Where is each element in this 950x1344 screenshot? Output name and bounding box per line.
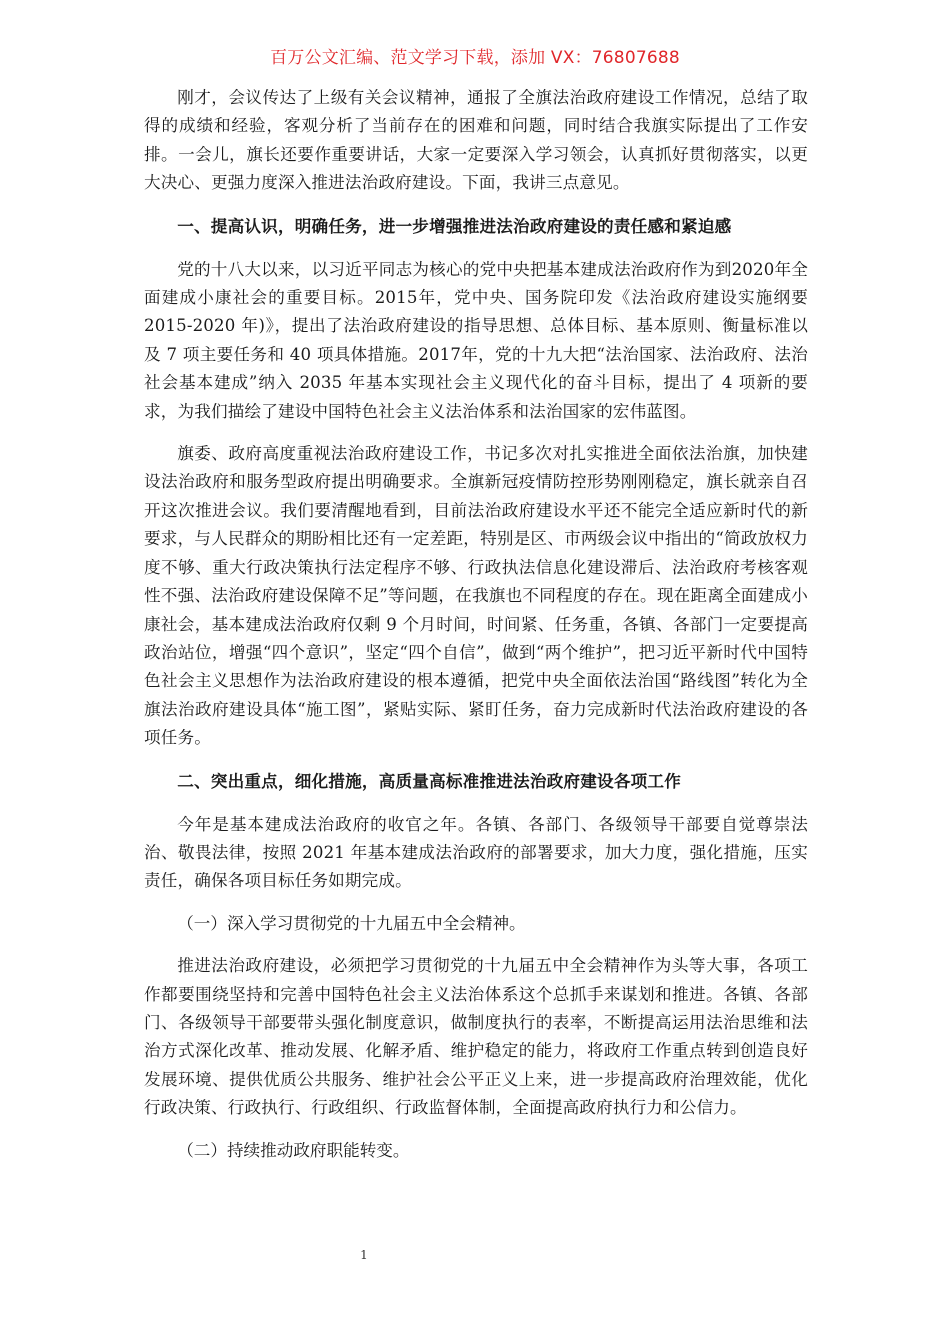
paragraph-situation: 旗委、政府高度重视法治政府建设工作，书记多次对扎实推进全面依法治旗，加快建设法治政府和服务型政府提出明确要求。全旗新冠疫情防控形势刚刚稳定，旗长就亲自召开这次推进会议。我们要清醒地看到，目前法治政府建设水平还不能完全适应新时代的新要求，与人民群众的期盼相比还有一定差距，特别是区、市两级会议中指出的“简政放权力度不够、重大行政决策执行法定程序不够、行政执法信息化建设滞后、法治政府考核客观性不强、法治政府建设保障不足”等问题，在我旗也不同程度的存在。现在距离全面建成小康社会，基本建成法治政府仅剩 9 个月时间，时间紧、任务重，各镇、各部门一定要提高政治站位，增强“四个意识”，坚定“四个自信”，做到“两个维护”，把习近平新时代中国特色社会主义思想作为法治政府建设的根本遵循，把党中央全面依法治国“路线图”转化为全旗法治政府建设具体“施工图”，紧贴实际、紧盯任务，奋力完成新时代法治政府建设的各项任务。 (144, 444, 808, 748)
section-heading-1: 一、提高认识，明确任务，进一步增强推进法治政府建设的责任感和紧迫感 (177, 216, 732, 236)
watermark-header: 百万公文汇编、范文学习下载，添加 VX：76807688 (270, 48, 680, 68)
page-number: 1 (360, 1248, 368, 1262)
paragraph-year-goal: 今年是基本建成法治政府的收官之年。各镇、各部门、各级领导干部要自觉尊崇法治、敬畏法律，按照 2021 年基本建成法治政府的部署要求，加大力度，强化措施，压实责任，确保各项目标任务如期完成。 (144, 814, 808, 891)
paragraph-study: 推进法治政府建设，必须把学习贯彻党的十九届五中全会精神作为头等大事，各项工作都要围绕坚持和完善中国特色社会主义法治体系这个总抓手来谋划和推进。各镇、各部门、各级领导干部要带头强化制度意识，做制度执行的表率，不断提高运用法治思维和法治方式深化改革、推动发展、化解矛盾、维护稳定的能力，将政府工作重点转到创造良好发展环境、提供优质公共服务、维护社会公平正义上来，进一步提高政府治理效能，优化行政决策、行政执行、行政组织、行政监督体制，全面提高政府执行力和公信力。 (144, 956, 808, 1118)
document-body (144, 84, 808, 1179)
paragraph-intro: 刚才，会议传达了上级有关会议精神，通报了全旗法治政府建设工作情况，总结了取得的成绩和经验，客观分析了当前存在的困难和问题，同时结合我旗实际提出了工作安排。一会儿，旗长还要作重要讲话，大家一定要深入学习领会，认真抓好贯彻落实，以更大决心、更强力度深入推进法治政府建设。下面，我讲三点意见。 (144, 88, 808, 193)
subheading-1: （一）深入学习贯彻党的十九届五中全会精神。 (177, 913, 526, 933)
subheading-2: （二）持续推动政府职能转变。 (177, 1140, 410, 1160)
section-heading-2: 二、突出重点，细化措施，高质量高标准推进法治政府建设各项工作 (177, 771, 681, 791)
paragraph-background: 党的十八大以来，以习近平同志为核心的党中央把基本建成法治政府作为到2020年全面建成小康社会的重要目标。2015年，党中央、国务院印发《法治政府建设实施纲要 2015-2020 年)》，提出了法治政府建设的指导思想、总体目标、基本原则、衡量标准以及 7 项主要任务和 40 项具体措施。2017年，党的十九大把“法治国家、法治政府、法治社会基本建成”纳入 2035 年基本实现社会主义现代化的奋斗目标，提出了 4 项新的要求，为我们描绘了建设中国特色社会主义法治体系和法治国家的宏伟蓝图。 (144, 259, 808, 421)
